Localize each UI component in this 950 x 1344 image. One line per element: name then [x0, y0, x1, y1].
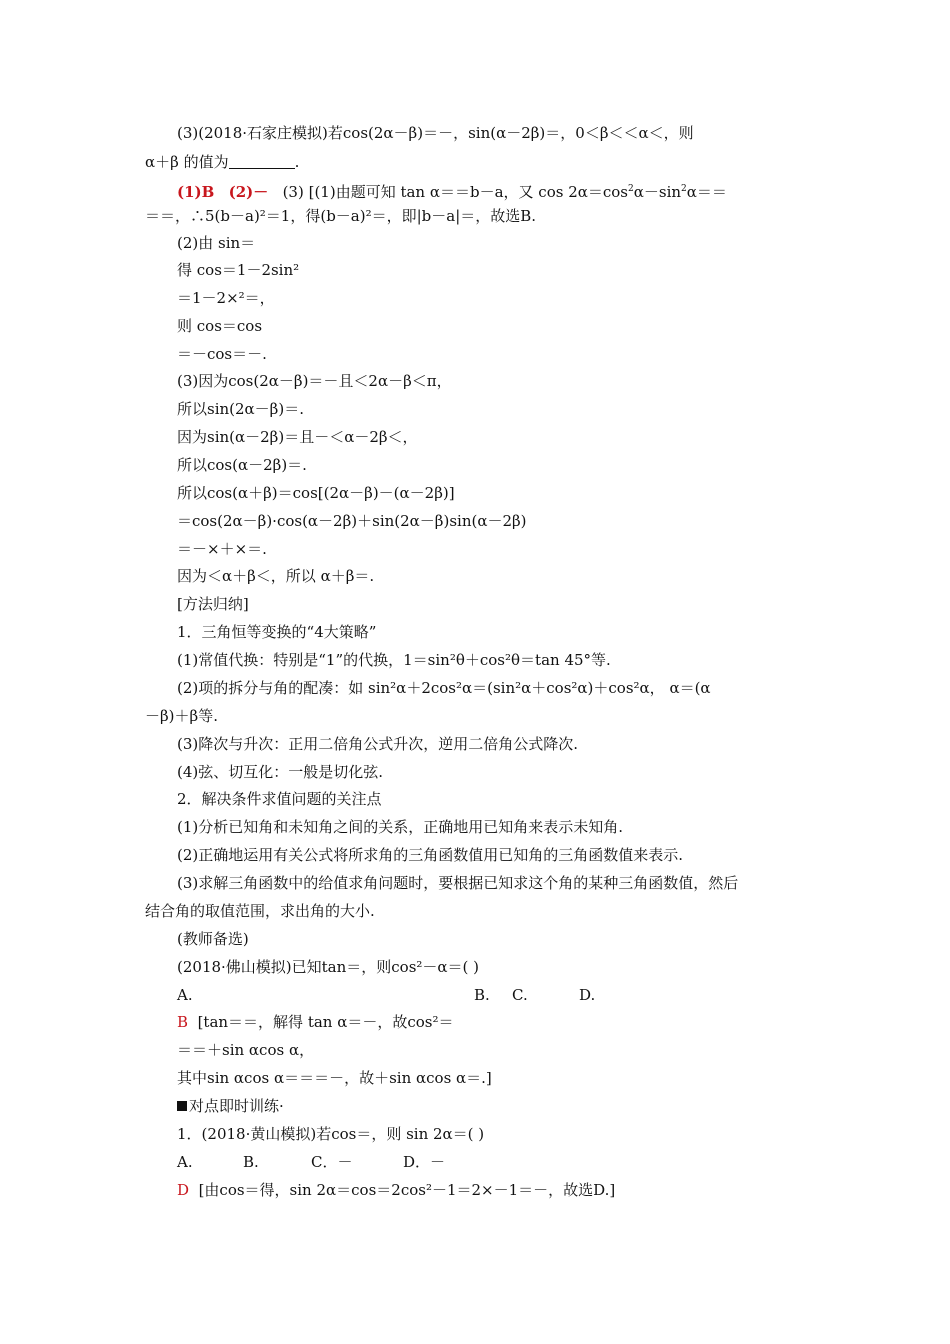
drill-question: 1．(2018·黄山模拟)若cos＝，则 sin 2α＝( ) [177, 1125, 485, 1143]
problem-3-line-1: (3)(2018·石家庄模拟)若cos(2α－β)＝－，sin(α－2β)＝，0＜β＜＜α＜，则 [177, 124, 694, 142]
method-point: (2)项的拆分与角的配凑：如 sin²α＋2cos²α＝(sin²α＋cos²α)＋cos²α， α＝(α [177, 679, 711, 697]
answer-blank [229, 154, 295, 169]
method-point-continued: －β)＋β等. [145, 707, 218, 725]
method-point: (4)弦、切互化：一般是切化弦. [177, 763, 384, 781]
answer-1: (1)B [177, 183, 215, 201]
solution-1-end: α＝＝ [686, 183, 727, 201]
option-a: A. [177, 1153, 193, 1171]
solution-3-line: 因为sin(α－2β)＝且－＜α－2β＜， [177, 428, 418, 446]
teacher-answer: B [177, 1013, 189, 1031]
method-point: (3)降次与升次：正用二倍角公式升次，逆用二倍角公式降次. [177, 735, 579, 753]
solution-2-line: 得 cos＝1－2sin² [177, 261, 300, 279]
solution-2-line: ＝－cos＝－. [177, 345, 267, 363]
solution-2-line: 则 cos＝cos [177, 317, 263, 335]
method-heading: [方法归纳] [177, 595, 249, 613]
solution-3-line: ＝cos(2α－β)·cos(α－2β)＋sin(2α－β)sin(α－2β) [177, 512, 527, 530]
drill-heading [177, 1096, 284, 1116]
option-b: B. [474, 986, 490, 1004]
drill-solution [177, 1180, 615, 1200]
teacher-solution-line-2: ＝＝＋sin αcos α， [177, 1041, 315, 1059]
option-a: A. [177, 986, 193, 1004]
solution-3-line: ＝－×＋×＝. [177, 540, 267, 558]
problem-3-line-2 [145, 152, 299, 172]
answer-line: (1)B (2)－ (3) [(1)由题可知 tan α＝＝b－a，又 $\cos 2\alpha=\cos^2\alpha-\sin^2\alpha==$ [177, 183, 727, 201]
option-c: C．－ [311, 1153, 353, 1171]
solution-3-line: 所以sin(2α－β)＝. [177, 400, 304, 418]
solution-3-line: 所以cos(α－2β)＝. [177, 456, 307, 474]
method-point: (3)求解三角函数中的给值求角问题时，要根据已知求这个角的某种三角函数值，然后 [177, 874, 739, 892]
method-point: (2)正确地运用有关公式将所求角的三角函数值用已知角的三角函数值来表示. [177, 846, 684, 864]
drill-answer: D [177, 1181, 190, 1199]
solution-3-line: 因为＜α＋β＜，所以 α＋β＝. [177, 567, 375, 585]
problem-3-period: . [294, 153, 300, 171]
teacher-question: (2018·佛山模拟)已知tan＝，则cos²－α＝( ) [177, 958, 480, 976]
option-d: D．－ [403, 1153, 446, 1171]
option-b: B. [243, 1153, 259, 1171]
drill-solution-text: [由cos＝得，sin 2α＝cos＝2cos²－1＝2×－1＝－，故选D.] [198, 1181, 616, 1199]
solution-1-line-1: (3) [(1)由题可知 tan α＝＝b－a，又 cos 2α＝cos [282, 183, 629, 201]
teacher-solution-line-3: 其中sin αcos α＝＝＝－，故＋sin αcos α＝.] [177, 1069, 492, 1087]
solution-3-line: 所以cos(α＋β)＝cos[(2α－β)－(α－2β)] [177, 484, 455, 502]
method-point-continued: 结合角的取值范围，求出角的大小. [145, 902, 375, 920]
solution-3-line: (3)因为cos(2α－β)＝－且＜2α－β＜π， [177, 372, 452, 390]
solution-2-line: ＝1－2×²＝， [177, 289, 275, 307]
square-bullet-icon [177, 1101, 187, 1111]
solution-1-tail: α－sin [633, 183, 682, 201]
option-c: C. [512, 986, 528, 1004]
solution-2-line: (2)由 sin＝ [177, 234, 256, 252]
method-point: (1)分析已知角和未知角之间的关系，正确地用已知角来表示未知角. [177, 818, 624, 836]
method-subheading-2: 2．解决条件求值问题的关注点 [177, 790, 382, 808]
teacher-solution-text: [tan＝＝，解得 tan α＝－，故cos²＝ [197, 1013, 454, 1031]
problem-3-prompt: α＋β 的值为 [145, 153, 229, 171]
drill-heading-text: 对点即时训练· [189, 1097, 284, 1115]
solution-1-line-2: ＝＝，∴5(b－a)²＝1，得(b－a)²＝，即|b－a|＝，故选B. [145, 207, 537, 225]
teacher-label: (教师备选) [177, 930, 249, 948]
method-point: (1)常值代换：特别是“1”的代换，1＝sin²θ＋cos²θ＝tan 45°等. [177, 651, 611, 669]
option-d: D. [579, 986, 596, 1004]
teacher-solution-line-1 [177, 1012, 454, 1032]
method-subheading-1: 1．三角恒等变换的“4大策略” [177, 623, 377, 641]
answer-2: (2)－ [228, 183, 269, 201]
